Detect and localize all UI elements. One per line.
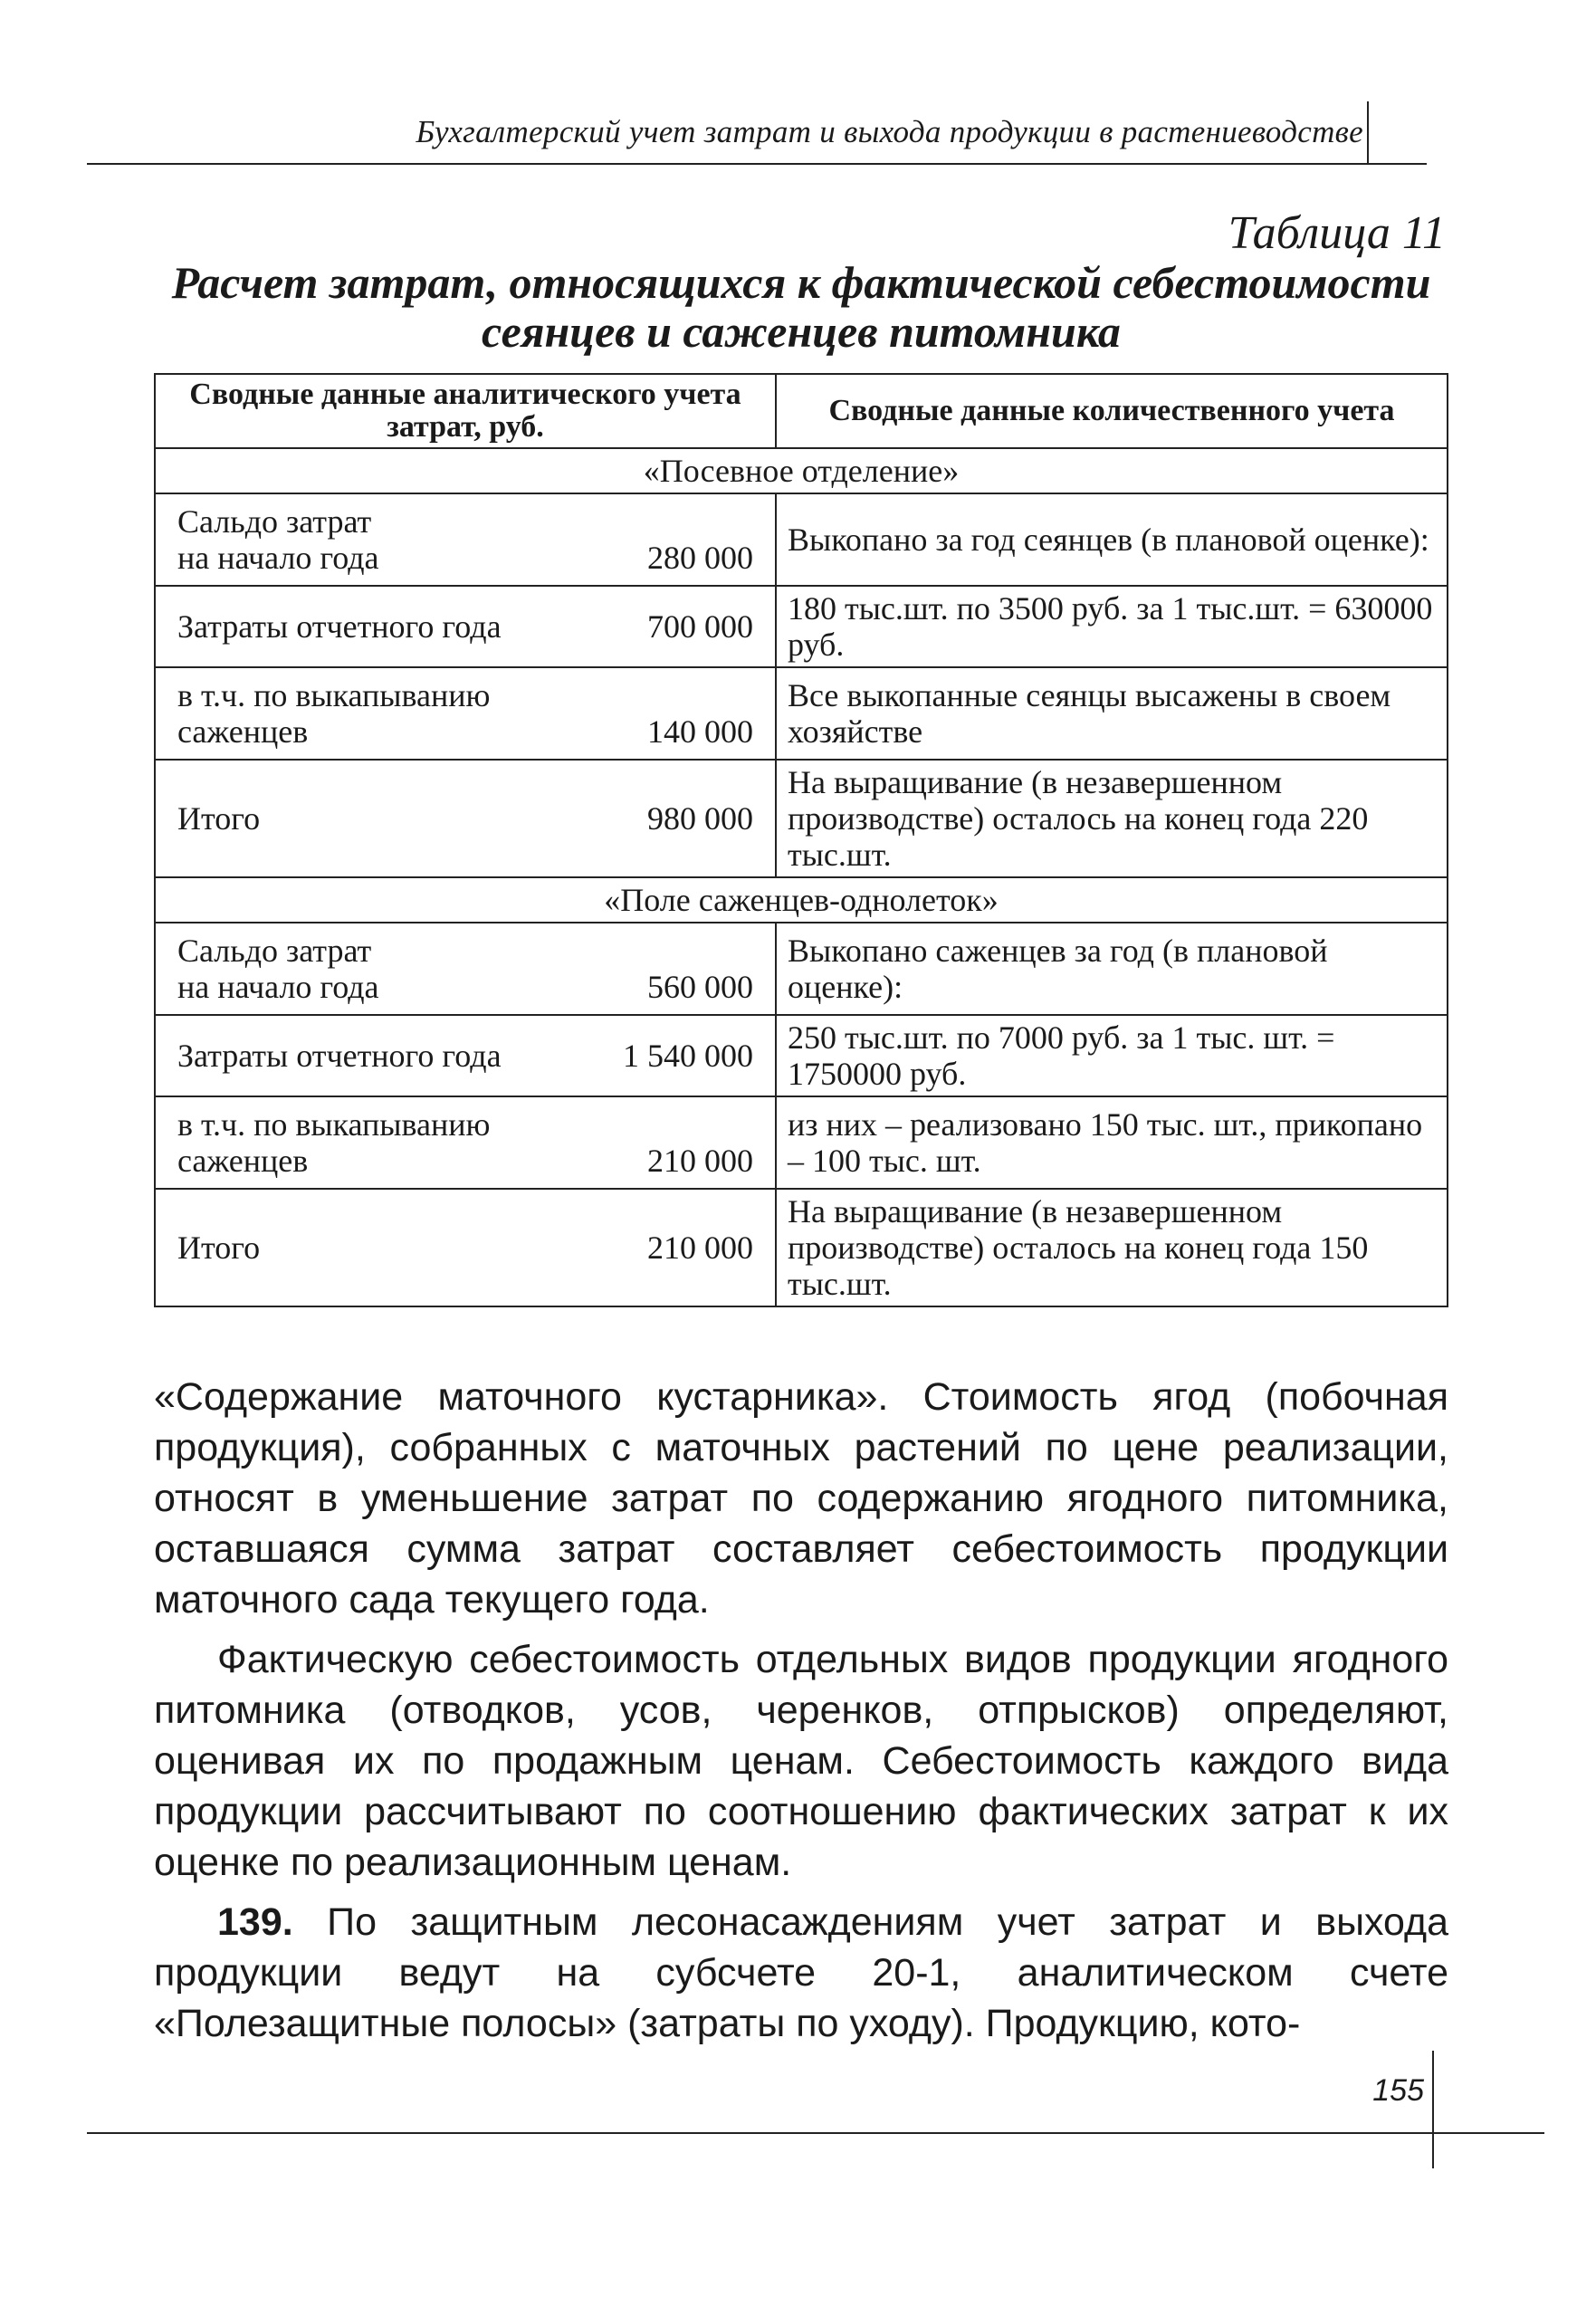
section-row	[155, 448, 1448, 493]
cost-label: Сальдо затрат на начало года	[177, 503, 379, 576]
quantity-cell: из них – реализовано 150 тыс. шт., прикопано – 100 тыс. шт.	[776, 1096, 1448, 1189]
cost-cell	[155, 1189, 776, 1306]
cost-amount: 280 000	[647, 540, 753, 576]
cost-label: Итого	[177, 800, 261, 837]
cost-amount: 700 000	[647, 608, 753, 645]
running-head-title: Бухгалтерский учет затрат и выхода продукции в растениеводстве	[416, 114, 1363, 149]
quantity-cell: Выкопано за год сеянцев (в плановой оценке):	[776, 493, 1448, 586]
section-row	[155, 877, 1448, 923]
cost-cell	[155, 923, 776, 1015]
header-right: Сводные данные количественного учета	[776, 374, 1448, 448]
table-title-line-2: сеянцев и саженцев питомника	[482, 306, 1121, 357]
quantity-cell: На выращивание (в незавершенном производстве) осталось на конец года 220 тыс.шт.	[776, 760, 1448, 877]
cost-label: Итого	[177, 1230, 261, 1266]
cost-cell	[155, 667, 776, 760]
table-row	[155, 667, 1448, 760]
table-header-row	[155, 374, 1448, 448]
cost-label: Сальдо затрат на начало года	[177, 933, 379, 1005]
cost-amount: 210 000	[647, 1143, 753, 1179]
cost-label: Затраты отчетного года	[177, 608, 502, 645]
running-head	[87, 109, 1427, 165]
cost-label: в т.ч. по выкапыванию саженцев	[177, 677, 491, 750]
footer-divider	[1432, 2051, 1434, 2168]
cost-label: в т.ч. по выкапыванию саженцев	[177, 1106, 491, 1179]
cost-amount: 980 000	[647, 800, 753, 837]
running-head-divider	[1367, 101, 1369, 163]
paragraph-3	[154, 1897, 1448, 2049]
cost-amount: 560 000	[647, 969, 753, 1005]
cost-table	[154, 373, 1448, 1307]
table-title-line-1: Расчет затрат, относящихся к фактической себестоимости	[171, 257, 1431, 308]
cost-cell	[155, 493, 776, 586]
table-row	[155, 1096, 1448, 1189]
quantity-cell: 180 тыс.шт. по 3500 руб. за 1 тыс.шт. = 630000 руб.	[776, 586, 1448, 667]
table-row	[155, 1015, 1448, 1096]
paragraph-2: Фактическую себестоимость отдельных видов продукции ягодного питомника (отводков, усов, черенков, отпрысков) определяют, оценивая их по продажным ценам. Себестоимость каждого вида продукции рассчитывают по соотношению фактических затрат к их оценке по реализационным ценам.	[154, 1638, 1448, 1884]
quantity-cell: 250 тыс.шт. по 7000 руб. за 1 тыс. шт. = 1750000 руб.	[776, 1015, 1448, 1096]
table-row	[155, 1189, 1448, 1306]
table-row	[155, 586, 1448, 667]
quantity-cell: На выращивание (в незавершенном производстве) осталось на конец года 150 тыс.шт.	[776, 1189, 1448, 1306]
section-title: «Поле саженцев-однолеток»	[155, 877, 1448, 923]
cost-cell	[155, 586, 776, 667]
quantity-cell: Все выкопанные сеянцы высажены в своем хозяйстве	[776, 667, 1448, 760]
table-row	[155, 493, 1448, 586]
section-title: «Посевное отделение»	[155, 448, 1448, 493]
table-title	[154, 258, 1448, 356]
cost-cell	[155, 760, 776, 877]
cost-amount: 1 540 000	[623, 1038, 753, 1074]
cost-cell	[155, 1096, 776, 1189]
page-number: 155	[1372, 2073, 1424, 2108]
cost-label: Затраты отчетного года	[177, 1038, 502, 1074]
cost-amount: 140 000	[647, 713, 753, 750]
cost-amount: 210 000	[647, 1230, 753, 1266]
cost-cell	[155, 1015, 776, 1096]
quantity-cell: Выкопано саженцев за год (в плановой оценке):	[776, 923, 1448, 1015]
paragraph-3-text: По защитным лесонасаждениям учет затрат и выхода продукции ведут на субсчете 20-1, аналитическом счете «Полезащитные полосы» (затраты по уходу). Продукцию, кото-	[154, 1900, 1448, 2045]
table-label: Таблица 11	[1228, 207, 1446, 259]
header-left: Сводные данные аналитического учета затрат, руб.	[155, 374, 776, 448]
item-number: 139.	[217, 1900, 293, 1944]
body-text	[154, 1372, 1448, 2058]
footer-rule	[87, 2132, 1544, 2134]
paragraph-1: «Содержание маточного кустарника». Стоимость ягод (побочная продукция), собранных с маточных растений по цене реализации, относят в уменьшение затрат по содержанию ягодного питомника, оставшаяся сумма затрат составляет себестоимость продукции маточного сада текущего года.	[154, 1375, 1448, 1622]
table-row	[155, 760, 1448, 877]
table-row	[155, 923, 1448, 1015]
